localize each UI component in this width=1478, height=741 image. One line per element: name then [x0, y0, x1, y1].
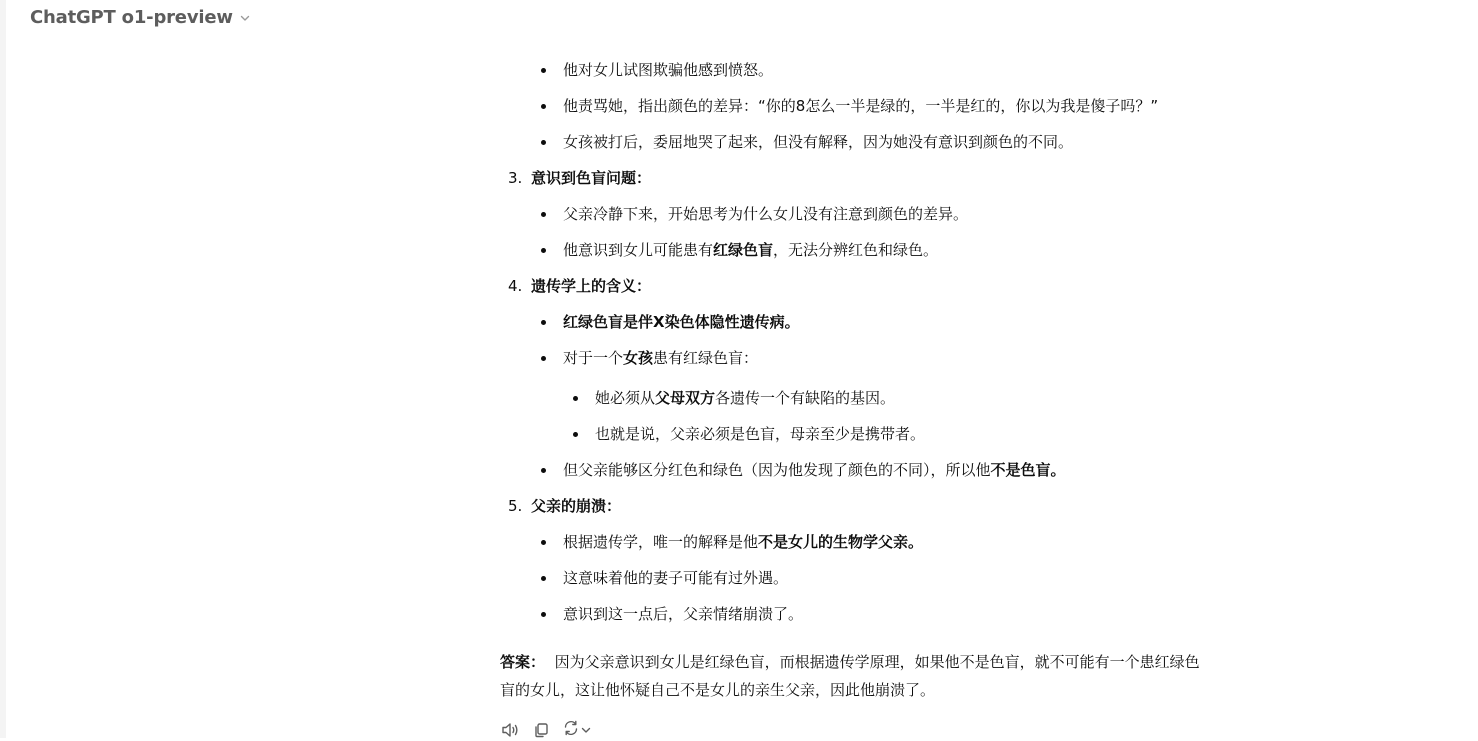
bullet-dot — [541, 68, 546, 73]
answer-text: 因为父亲意识到女儿是红绿色盲，而根据遗传学原理，如果他不是色盲，就不可能有一个患红绿色盲的女儿，这让他怀疑自己不是女儿的亲生父亲，因此他崩溃了。 — [500, 653, 1200, 699]
section-heading: 意识到色盲问题： — [531, 169, 652, 187]
list-item: 他责骂她，指出颜色的差异：“你的8怎么一半是绿的，一半是红的，你以为我是傻子吗？” — [563, 97, 1159, 115]
chevron-down-icon — [239, 12, 251, 24]
answer-label: 答案： — [500, 653, 546, 671]
text-segment: 对于一个 — [563, 349, 624, 367]
section-number: 5. — [508, 497, 523, 515]
speaker-icon[interactable] — [500, 721, 520, 739]
list-item — [563, 239, 938, 261]
list-item — [563, 311, 800, 333]
text-segment: 患有红绿色盲： — [653, 349, 759, 367]
message-actions — [500, 720, 592, 740]
bold-text: 女孩 — [623, 349, 654, 367]
bullet-dot — [541, 212, 546, 217]
text-segment: 她必须从 — [595, 389, 656, 407]
bullet-dot — [541, 356, 546, 361]
model-selector[interactable] — [30, 4, 251, 30]
bullet-dot — [541, 320, 546, 325]
bullet-dot — [573, 432, 578, 437]
chevron-down-icon — [580, 721, 592, 740]
bullet-dot — [541, 248, 546, 253]
bullet-dot — [541, 140, 546, 145]
list-item: 这意味着他的妻子可能有过外遇。 — [563, 569, 789, 587]
list-item: 父亲冷静下来，开始思考为什么女儿没有注意到颜色的差异。 — [563, 205, 969, 223]
model-title: ChatGPT o1-preview — [30, 6, 233, 28]
list-item — [563, 531, 923, 553]
bullet-dot — [541, 576, 546, 581]
bullet-dot — [541, 104, 546, 109]
bullet-dot — [573, 396, 578, 401]
list-item — [563, 347, 758, 369]
text-segment: 根据遗传学，唯一的解释是他 — [563, 533, 759, 551]
list-item: 女孩被打后，委屈地哭了起来，但没有解释，因为她没有意识到颜色的不同。 — [563, 133, 1074, 151]
text-segment: 他意识到女儿可能患有 — [563, 241, 714, 259]
section-number: 4. — [508, 277, 523, 295]
copy-icon[interactable] — [532, 721, 550, 739]
bullet-dot — [541, 612, 546, 617]
section-heading: 父亲的崩溃： — [531, 497, 622, 515]
list-item: 也就是说，父亲必须是色盲，母亲至少是携带者。 — [595, 425, 926, 443]
bullet-dot — [541, 540, 546, 545]
list-item — [595, 387, 895, 409]
text-segment: 但父亲能够区分红色和绿色（因为他发现了颜色的不同），所以他 — [563, 461, 991, 479]
answer-paragraph — [500, 648, 1212, 704]
text-segment: 各遗传一个有缺陷的基因。 — [715, 389, 896, 407]
section-heading: 遗传学上的含义： — [531, 277, 652, 295]
section-number: 3. — [508, 169, 523, 187]
list-item: 他对女儿试图欺骗他感到愤怒。 — [563, 61, 774, 79]
list-item: 意识到这一点后，父亲情绪崩溃了。 — [563, 605, 804, 623]
bold-text: 红绿色盲 — [713, 241, 774, 259]
sidebar-edge — [0, 0, 6, 738]
bold-text: 红绿色盲是伴X染色体隐性遗传病。 — [563, 313, 800, 331]
bold-text: 不是色盲。 — [990, 461, 1066, 479]
text-segment: ，无法分辨红色和绿色。 — [773, 241, 939, 259]
bullet-dot — [541, 468, 546, 473]
list-item — [563, 459, 1066, 481]
bold-text: 父母双方 — [655, 389, 716, 407]
bold-text: 不是女儿的生物学父亲。 — [758, 533, 924, 551]
